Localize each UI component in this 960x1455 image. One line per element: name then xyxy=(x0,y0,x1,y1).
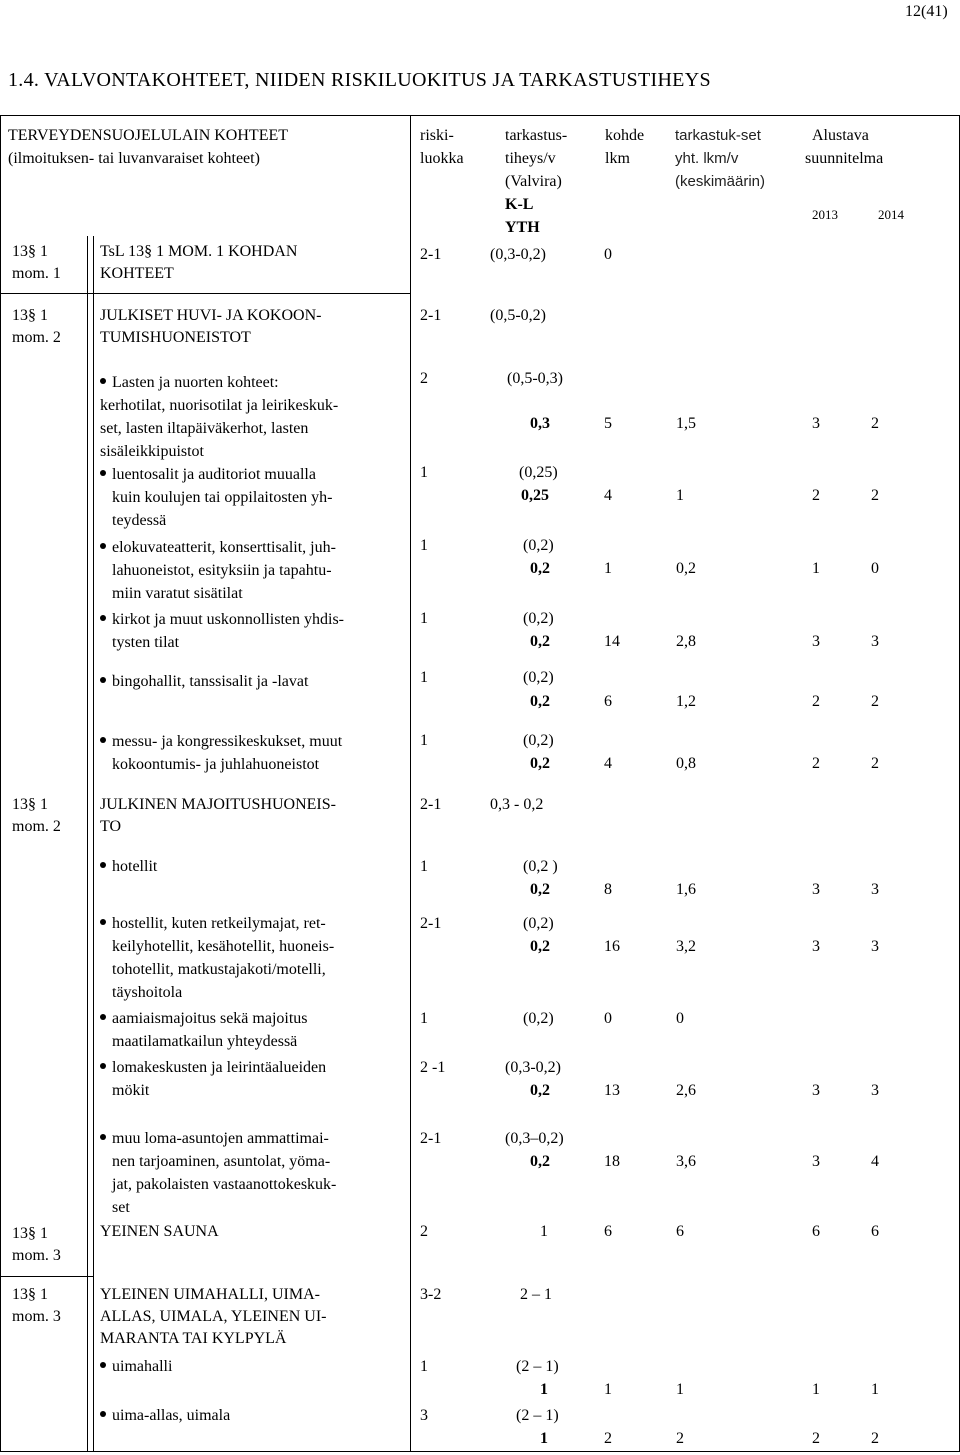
row-riskiluokka: 1 xyxy=(420,537,428,554)
row-name: mökit xyxy=(112,1082,150,1099)
row-name: sisäleikkipuistot xyxy=(100,443,204,460)
row-kohde: 1 xyxy=(604,560,612,577)
row-yth: 0,2 xyxy=(530,938,550,955)
row-2013: 3 xyxy=(812,1082,820,1099)
row-yth: 0,25 xyxy=(521,487,549,504)
row-kohde: 0 xyxy=(604,1010,612,1027)
header-alustava-line1: Alustava xyxy=(812,127,869,144)
row-kohde: 18 xyxy=(604,1153,620,1170)
row-tarkastukset: 2 xyxy=(676,1430,684,1447)
row-2013: 3 xyxy=(812,1153,820,1170)
row-name: JULKISET HUVI- JA KOKOON- xyxy=(100,307,322,324)
row-2013: 1 xyxy=(812,1381,820,1398)
row-name: tohotellit, matkustajakoti/motelli, xyxy=(112,961,326,978)
row-riskiluokka: 3 xyxy=(420,1407,428,1424)
row-tarkastukset: 1,2 xyxy=(676,693,696,710)
row-section: mom. 3 xyxy=(12,1247,61,1264)
row-tiheys: (0,3-0,2) xyxy=(505,1059,561,1076)
header-riski-line2: luokka xyxy=(420,150,464,167)
row-2014: 2 xyxy=(871,415,879,432)
row-tiheys: (0,3-0,2) xyxy=(490,246,546,263)
row-yth: 0,3 xyxy=(530,415,550,432)
row-name: MARANTA TAI KYLPYLÄ xyxy=(100,1330,287,1347)
header-col1-line2: (ilmoituksen- tai luvanvaraiset kohteet) xyxy=(8,150,260,167)
row-section: mom. 2 xyxy=(12,329,61,346)
row-name: keilyhotellit, kesähotellit, huoneis- xyxy=(112,938,335,955)
row-riskiluokka: 1 xyxy=(420,464,428,481)
row-kohde: 1 xyxy=(604,1381,612,1398)
row-riskiluokka: 2-1 xyxy=(420,796,442,813)
row-name: YLEINEN UIMAHALLI, UIMA- xyxy=(100,1286,320,1303)
bullet-icon xyxy=(100,615,106,621)
row-2013: 2 xyxy=(812,755,820,772)
row-tarkastukset: 0,2 xyxy=(676,560,696,577)
row-name: kuin koulujen tai oppilaitosten yh- xyxy=(112,489,333,506)
row-tarkastukset: 2,6 xyxy=(676,1082,696,1099)
row-yth: 1 xyxy=(540,1381,548,1398)
row-2014: 0 xyxy=(871,560,879,577)
row-tiheys: 0,3 - 0,2 xyxy=(490,796,544,813)
row-kohde: 0 xyxy=(604,246,612,263)
row-kohde: 13 xyxy=(604,1082,620,1099)
row-kohde: 4 xyxy=(604,755,612,772)
row-tarkastukset: 1,6 xyxy=(676,881,696,898)
row-riskiluokka: 2-1 xyxy=(420,915,442,932)
row-tarkastukset: 2,8 xyxy=(676,633,696,650)
row-section: 13§ 1 xyxy=(12,243,48,260)
header-year-2014: 2014 xyxy=(878,207,904,222)
row-name: bingohallit, tanssisalit ja -lavat xyxy=(112,673,309,690)
row-name: aamiaismajoitus sekä majoitus xyxy=(112,1010,308,1027)
row-tiheys: (2 – 1) xyxy=(516,1358,559,1375)
row-2014: 2 xyxy=(871,755,879,772)
row-name: kokoontumis- ja juhlahuoneistot xyxy=(112,756,320,773)
row-tiheys: (0,2) xyxy=(523,915,554,932)
row-riskiluokka: 1 xyxy=(420,1358,428,1375)
bullet-icon xyxy=(100,1063,106,1069)
header-tark-line5: YTH xyxy=(505,219,540,236)
row-name: TO xyxy=(100,818,122,835)
row-name: lahuoneistot, esityksiin ja tapahtu- xyxy=(112,562,332,579)
row-name: lomakeskusten ja leirintäalueiden xyxy=(112,1059,327,1076)
row-tiheys: (0,5-0,3) xyxy=(507,370,563,387)
row-tarkastukset: 0 xyxy=(676,1010,684,1027)
row-section: mom. 2 xyxy=(12,818,61,835)
bullet-icon xyxy=(100,378,106,384)
header-year-2013: 2013 xyxy=(812,207,838,222)
row-yth: 0,2 xyxy=(530,1082,550,1099)
row-name: TUMISHUONEISTOT xyxy=(100,329,251,346)
row-2013: 3 xyxy=(812,415,820,432)
row-tarkastukset: 3,2 xyxy=(676,938,696,955)
row-tarkastukset: 1,5 xyxy=(676,415,696,432)
header-kohde-line1: kohde xyxy=(605,127,645,144)
row-tarkastukset: 0,8 xyxy=(676,755,696,772)
row-yth: 0,2 xyxy=(530,755,550,772)
row-riskiluokka: 2 xyxy=(420,1223,428,1240)
page-number: 12(41) xyxy=(905,3,948,20)
row-yth: 0,2 xyxy=(530,881,550,898)
row-yth: 1 xyxy=(540,1430,548,1447)
header-alustava-line2: suunnitelma xyxy=(805,150,884,167)
row-kohde: 14 xyxy=(604,633,620,650)
row-kohde: 8 xyxy=(604,881,612,898)
bullet-icon xyxy=(100,862,106,868)
bullet-icon xyxy=(100,470,106,476)
row-section: 13§ 1 xyxy=(12,796,48,813)
row-name: muu loma-asuntojen ammattimai- xyxy=(112,1130,329,1147)
bullet-icon xyxy=(100,1014,106,1020)
row-riskiluokka: 2-1 xyxy=(420,1130,442,1147)
row-riskiluokka: 1 xyxy=(420,669,428,686)
row-tiheys: (0,2) xyxy=(523,669,554,686)
row-yth: 0,2 xyxy=(530,1153,550,1170)
row-tarkastukset: 3,6 xyxy=(676,1153,696,1170)
header-riski-line1: riski- xyxy=(420,127,454,144)
row-name: elokuvateatterit, konserttisalit, juh- xyxy=(112,539,336,556)
row-name: ALLAS, UIMALA, YLEINEN UI- xyxy=(100,1308,327,1325)
row-2013: 2 xyxy=(812,1430,820,1447)
row-2014: 3 xyxy=(871,1082,879,1099)
bullet-icon xyxy=(100,1362,106,1368)
row-name: tysten tilat xyxy=(112,634,180,651)
row-tiheys: (0,25) xyxy=(519,464,558,481)
row-riskiluokka: 1 xyxy=(420,610,428,627)
row-yth: 0,2 xyxy=(530,560,550,577)
row-2014: 3 xyxy=(871,938,879,955)
row-tiheys: (0,5-0,2) xyxy=(490,307,546,324)
row-2013: 6 xyxy=(812,1223,820,1240)
row-riskiluokka: 2 xyxy=(420,370,428,387)
row-name: luentosalit ja auditoriot muualla xyxy=(112,466,316,483)
row-name: uimahalli xyxy=(112,1358,173,1375)
row-yth: 0,2 xyxy=(530,633,550,650)
row-2014: 2 xyxy=(871,1430,879,1447)
row-2013: 1 xyxy=(812,560,820,577)
row-2014: 6 xyxy=(871,1223,879,1240)
row-yth: 0,2 xyxy=(530,693,550,710)
row-tiheys: (2 – 1) xyxy=(516,1407,559,1424)
row-name: kirkot ja muut uskonnollisten yhdis- xyxy=(112,611,344,628)
row-tiheys: (0,2) xyxy=(523,610,554,627)
header-tk-line1: tarkastuk-set xyxy=(675,127,761,144)
row-name: nen tarjoaminen, asuntolat, yöma- xyxy=(112,1153,331,1170)
row-2014: 3 xyxy=(871,881,879,898)
row-tiheys: (0,2 ) xyxy=(523,858,558,875)
row-tiheys: (0,3–0,2) xyxy=(505,1130,564,1147)
row-section: mom. 1 xyxy=(12,265,61,282)
row-tarkastukset: 6 xyxy=(676,1223,684,1240)
row-name: JULKINEN MAJOITUSHUONEIS- xyxy=(100,796,336,813)
row-2014: 2 xyxy=(871,487,879,504)
row-tarkastukset: 1 xyxy=(676,1381,684,1398)
row-name: KOHTEET xyxy=(100,265,174,282)
row-name: uima-allas, uimala xyxy=(112,1407,231,1424)
header-tk-line2: yht. lkm/v xyxy=(675,150,739,167)
row-tarkastukset: 1 xyxy=(676,487,684,504)
row-kohde: 4 xyxy=(604,487,612,504)
row-kohde: 16 xyxy=(604,938,620,955)
header-tk-line3: (keskimäärin) xyxy=(675,173,766,190)
row-name: set, lasten iltapäiväkerhot, lasten xyxy=(100,420,309,437)
row-2013: 3 xyxy=(812,881,820,898)
bullet-icon xyxy=(100,543,106,549)
row-riskiluokka: 3-2 xyxy=(420,1286,442,1303)
row-tiheys: (0,2) xyxy=(523,1010,554,1027)
header-tark-line1: tarkastus- xyxy=(505,127,568,144)
row-section: 13§ 1 xyxy=(12,1225,48,1242)
header-col1-line1: TERVEYDENSUOJELULAIN KOHTEET xyxy=(8,127,289,144)
row-riskiluokka: 1 xyxy=(420,1010,428,1027)
row-name: set xyxy=(112,1199,130,1216)
row-kohde: 6 xyxy=(604,1223,612,1240)
row-2013: 2 xyxy=(812,487,820,504)
header-tark-line4: K-L xyxy=(505,196,534,213)
row-kohde: 2 xyxy=(604,1430,612,1447)
header-kohde-line2: lkm xyxy=(605,150,630,167)
bullet-icon xyxy=(100,737,106,743)
row-2013: 3 xyxy=(812,938,820,955)
row-section: mom. 3 xyxy=(12,1308,61,1325)
row-riskiluokka: 2-1 xyxy=(420,307,442,324)
bullet-icon xyxy=(100,919,106,925)
row-section: 13§ 1 xyxy=(12,1286,48,1303)
bullet-icon xyxy=(100,1134,106,1140)
section-heading: 1.4. VALVONTAKOHTEET, NIIDEN RISKILUOKITUS JA TARKASTUSTIHEYS xyxy=(8,69,711,91)
row-name: TsL 13§ 1 MOM. 1 KOHDAN xyxy=(100,243,298,260)
row-kohde: 5 xyxy=(604,415,612,432)
row-name: Lasten ja nuorten kohteet: xyxy=(112,374,279,391)
row-name: maatilamatkailun yhteydessä xyxy=(112,1033,298,1050)
row-name: hostellit, kuten retkeilymajat, ret- xyxy=(112,915,326,932)
row-name: miin varatut sisätilat xyxy=(112,585,243,602)
row-riskiluokka: 2-1 xyxy=(420,246,442,263)
row-tiheys: (0,2) xyxy=(523,732,554,749)
row-name: kerhotilat, nuorisotilat ja leirikeskuk- xyxy=(100,397,339,414)
row-name: jat, pakolaisten vastaanottokeskuk- xyxy=(112,1176,337,1193)
row-riskiluokka: 1 xyxy=(420,732,428,749)
row-kohde: 6 xyxy=(604,693,612,710)
bullet-icon xyxy=(100,677,106,683)
row-tiheys: 2 – 1 xyxy=(520,1286,552,1303)
row-2013: 3 xyxy=(812,633,820,650)
row-riskiluokka: 1 xyxy=(420,858,428,875)
row-section: 13§ 1 xyxy=(12,307,48,324)
row-2014: 2 xyxy=(871,693,879,710)
row-name: teydessä xyxy=(112,512,167,529)
row-tiheys: 1 xyxy=(540,1223,548,1240)
row-riskiluokka: 2 -1 xyxy=(420,1059,446,1076)
row-name: täyshoitola xyxy=(112,984,183,1001)
bullet-icon xyxy=(100,1411,106,1417)
row-2014: 1 xyxy=(871,1381,879,1398)
row-2013: 2 xyxy=(812,693,820,710)
row-tiheys: (0,2) xyxy=(523,537,554,554)
row-name: hotellit xyxy=(112,858,158,875)
row-2014: 3 xyxy=(871,633,879,650)
row-name: YEINEN SAUNA xyxy=(100,1223,219,1240)
row-name: messu- ja kongressikeskukset, muut xyxy=(112,733,343,750)
header-tark-line2: tiheys/v xyxy=(505,150,556,167)
header-tark-line3: (Valvira) xyxy=(505,173,562,190)
row-2014: 4 xyxy=(871,1153,879,1170)
